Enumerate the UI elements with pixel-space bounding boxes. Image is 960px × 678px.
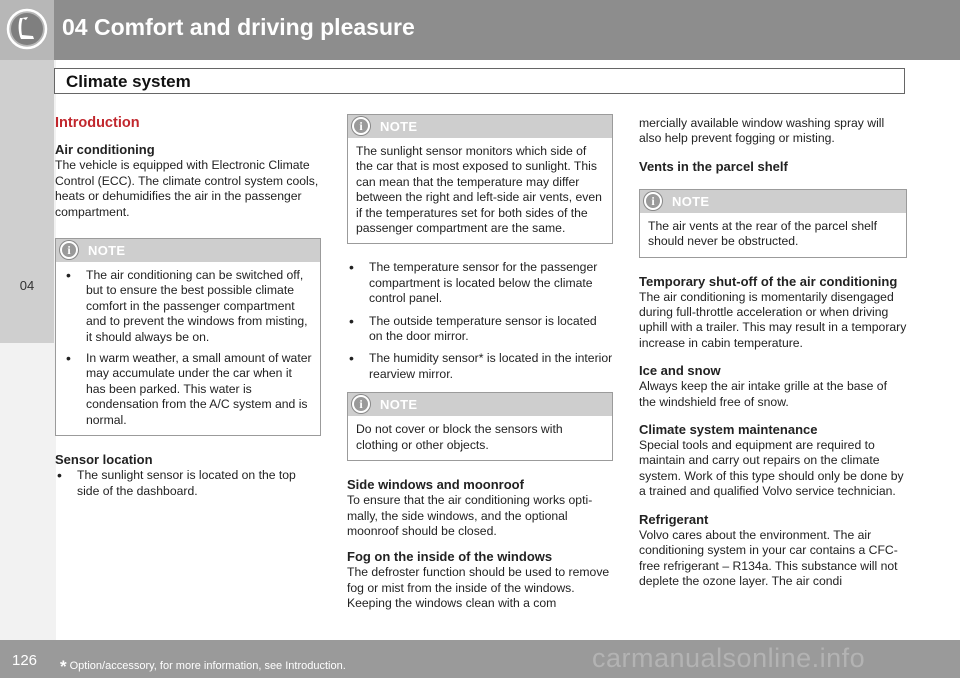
column-1 <box>55 116 321 506</box>
note-label: NOTE <box>672 193 710 209</box>
temporary-shutoff-heading: Temporary shut-off of the air conditioning <box>639 273 898 289</box>
column-3 <box>639 116 907 589</box>
page-number: 126 <box>12 652 38 669</box>
fog-text: The defroster function should be used to remove fog or mist from the inside of the windows. Keeping the windows clean with a com <box>347 565 610 611</box>
watermark: carmanualsonline.info <box>592 643 866 673</box>
chapter-tab-label: 04 <box>19 278 35 293</box>
footnote-text: Option/accessory, for more information, see Introduction. <box>69 660 346 672</box>
note-label: NOTE <box>88 243 126 259</box>
maintenance-heading: Climate system maintenance <box>639 422 818 438</box>
chapter-title: 04 Comfort and driving pleasure <box>62 14 415 40</box>
temporary-shutoff-text: The air conditioning is momentarily disengaged during full-throttle acceleration or when driving uphill with a trailer. This may result in a temporary increase in cabin temperature. <box>639 289 907 350</box>
introduction-heading: Introduction <box>55 115 140 131</box>
note-box <box>639 189 907 258</box>
side-windows-heading: Side windows and moonroof <box>347 477 524 493</box>
sensor-location-heading: Sensor location <box>55 452 153 468</box>
air-conditioning-text: The vehicle is equipped with Electronic Climate Control (ECC). The climate control system cools, heats or dehumidifies the air in the passenger compartment. <box>55 158 319 219</box>
fog-heading: Fog on the inside of the windows <box>347 549 553 565</box>
note-body: Do not cover or block the sensors with clothing or other objects. <box>356 422 563 452</box>
sensor-bullet: • The sunlight sensor is located on the top side of the dashboard. <box>55 468 321 499</box>
note-label: NOTE <box>380 119 418 134</box>
chapter-tab <box>0 60 54 343</box>
air-conditioning-heading: Air conditioning <box>55 142 155 158</box>
note-body: The sunlight sensor monitors which side of the car that is most exposed to sunlight. This can mean that the temperature may differ between the right and left-side air vents, even if the temperatures set for both sides of the passenger compartment are the same. <box>356 144 602 236</box>
info-icon: i <box>60 241 78 259</box>
note-header <box>640 190 906 213</box>
column-2 <box>347 114 613 612</box>
note-body: The air vents at the rear of the parcel shelf should never be obstructed. <box>648 218 877 249</box>
vents-heading: Vents in the parcel shelf <box>639 158 788 174</box>
side-windows-text: To ensure that the air conditioning works optimally, the side windows, and the optional moonroof should be closed. <box>347 493 593 538</box>
note-box <box>347 392 613 461</box>
note-label: NOTE <box>380 397 418 413</box>
footnote <box>60 654 346 674</box>
section-title: Climate system <box>66 72 191 91</box>
note-box <box>55 238 321 436</box>
note-box <box>347 114 613 244</box>
chapter-icon-box <box>0 0 54 60</box>
info-icon: i <box>352 117 370 135</box>
ice-snow-heading: Ice and snow <box>639 363 721 379</box>
note-header <box>348 393 612 416</box>
refrigerant-text: Volvo cares about the environment. The air conditioning system in your car contains a CFC-free refrigerant – R134a. This substance will not deplete the ozone layer. The air condi <box>639 527 898 588</box>
ice-snow-text: Always keep the air intake grille at the base of the windshield free of snow. <box>639 379 887 409</box>
seat-icon <box>6 8 48 50</box>
note-header <box>348 115 612 138</box>
footnote-star: * <box>60 657 67 676</box>
info-icon: i <box>352 395 370 413</box>
sensor-bullet: • The outside temperature sensor is located on the door mirror. <box>347 314 613 345</box>
sensor-bullet: • The humidity sensor* is located in the interior rearview mirror. <box>347 351 613 382</box>
refrigerant-heading: Refrigerant <box>639 511 709 527</box>
info-icon: i <box>644 192 662 210</box>
sensor-list <box>347 260 613 382</box>
note-bullet: • The air conditioning can be switched off, but to ensure the best possible climate comfort in the passenger compartment and to prevent the windows from misting, it should always be on. <box>64 268 312 345</box>
note-body <box>56 262 320 435</box>
maintenance-text: Special tools and equipment are required to maintain and carry out repairs on the climate system. Work of this type should only be done by a trained and qualified Volvo service technician. <box>639 438 904 499</box>
sensor-bullet: • The temperature sensor for the passenger compartment is located below the climate control panel. <box>347 260 613 306</box>
note-header <box>56 239 320 262</box>
note-bullet: • In warm weather, a small amount of water may accumulate under the car when it has been parked. This water is condensation from the A/C system and is normal. <box>64 351 312 428</box>
continued-text: mercially available window washing spray will also help prevent fogging or misting. <box>639 116 885 146</box>
